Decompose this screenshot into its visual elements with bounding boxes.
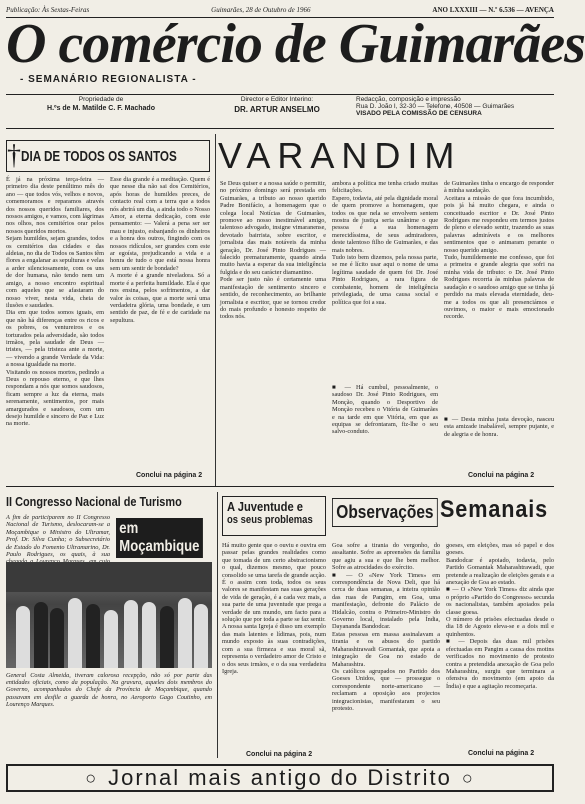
photo-caption: General Costa Almeida, tiveram calorosa recepção, não só por parte das entidades oficiais, como da população. Na gravura, aqueles dois membros do Governo, acompanhados do Chefe da Província de Moçambique, quando passavam em desfile a guarda de honra, no Aeroporto Gago Coutinho, em Lourenço Marques. (6, 672, 212, 708)
masthead-rule (6, 94, 554, 95)
headline-observacoes-line-1: Observações (332, 498, 438, 527)
news-photo (6, 562, 212, 668)
observacoes-column-1: Goa sofre a tirania do vergonho, do assaltante. Sofre as apreensões da família que agiu a sua e que lhe bem melhor. Sofre as atrocidades do exército. ■ — O «New York Times» em correspondência de Nova Deli, que há cerca de duas semanas, a inteira opinião das ruas de Pangim, em Goa, uma manifestação, defronte do Palácio de Hidalcão, contra o Primeiro-Ministro do Governo local, instalado pela Índia, Dayananda Bandodcar. Estas pessoas em massa assinalavam a tirania e os abusos do partido Maharashtrawadi Gomantak, que apoia a integração de Goa no estado de Maharashtra. Os católicos agrupados no Partido dos Goeses Unidos, que — prossegue o correspondente norte-americano — reclamam a oposição aos projectos integracionistas, manifestaram o seu protesto. (332, 542, 440, 712)
santos-continue: Conclui na página 2 (136, 472, 203, 479)
observacoes-column-2: goeses, em eleições, mas só papel e dos goeses. Bandodcar é apoiado, todavia, pelo Partido Gomantak Maharashtrawadi, que pretende a realização de eleições gerais e a anexação de Goa ao estado. ■ — O «New York Times» diz ainda que o próprio «Partido do Congresso» secunda os nacionalistas, também apoiados pela classe goesa. O número de prisões efectuadas desde o dia 18 de Agosto eleva-se e a dois mil e quinhentos. ■ — Depois das duas mil prisões efectuadas em Pangim a causa dos motins verificados no movimento de protesto contra a pretendida anexação de Goa pelo Maharashtra, surgiu que terminara a ofensiva do movimento (em apoio da Índia) e que a agitação recomeçaria. (446, 542, 554, 690)
varandim-subsection-2: ■ — Desta minha justa devoção, nasceu esta amizade inabalável, sempre pujante, e de alegria e de honra. (444, 416, 554, 438)
headline-congresso-line-1: II Congresso Nacional de Turismo (6, 494, 182, 509)
headline-juventude-line-1: A Juventude e (227, 499, 304, 514)
owner-name: H.ºs de M. Matilde C. F. Machado (47, 105, 155, 112)
publication-days: Publicação: Às Sextas-Feiras (6, 6, 90, 14)
censorship-note: VISADO PELA COMISSÃO DE CENSURA (356, 110, 482, 117)
varandim-subsection-1: ■ — Há cumbul, pessoalmente, o saudoso Dr. José Pinto Rodrigues, em Monção, quando o Desportivo de Monção recebeu o Vitória de Guimarães e na tarde em que Vitória, em que as equipas se defrontaram, fiz-lhe o seu salvo-conduto. (332, 384, 438, 436)
congresso-lede: A fim de participarem no II Congresso Nacional de Turismo, deslocaram-se a Moçambique o Ministro do Ultramar, Prof. Dr. Silva Cunha; o Subsecretário de Estado do Fomento Ultramarino, Dr. Paulo Rodrigues, os quais, à sua (6, 514, 110, 559)
issue-date: Guimarães, 28 de Outubro de 1966 (211, 6, 311, 14)
headline-varandim: VARANDIM (218, 135, 462, 176)
newspaper-title: O comércio de Guimarães (6, 13, 585, 75)
headline-santos-text: DIA DE TODOS OS SANTOS (21, 147, 177, 165)
headline-observacoes (332, 496, 554, 536)
section-rule (6, 486, 554, 487)
issue-number: ANO LXXXIII — N.º 6.536 — AVENÇA (432, 6, 554, 14)
info-rule (6, 128, 554, 129)
ornament-circle-icon: ○ (85, 767, 99, 788)
headline-congresso-line-2: em Moçambique (116, 518, 203, 558)
masthead (6, 13, 585, 90)
varandim-column-3: de Guimarães tinha o encargo de responder à minha saudação. Aceitara a missão de que fora incumbido, pois já há muito chegara, e ainda o conceituado escritor e Dr. José Pinto Rodrigues me respondeu em termos justos de pleno e elevado sentir, trazendo as suas palavras admiráveis e os melhores sentimentos que o animaram perante o nosso querido amigo. Tudo, humildemente me confesso, que foi a primeira e grande alegria que sofri na minha vida de tributo: o Dr. José Pinto Rodrigues recorria às minhas palavras de saudação e o saudoso amigo que se tinha já perdido na mais elevada eternidade, deu-me a todos os que ali presenciámos e ouvimos, o maior e mais emocionado recorde. (444, 180, 554, 321)
director-name: DR. ARTUR ANSELMO (234, 105, 320, 114)
newspaper-page (6, 4, 585, 796)
varandim-column-1: Se Deus quiser e a nossa saúde o permitir, no próximo domingo será prestada em Guimarães, a tributo ao nosso querido Padre Bonifácio, a homenagem que o colega local Notícias de Guimarães, promove ao nosso inestimável amigo, talentoso advogado, insigne vimaranense, devotado bairrista, sobre escritor, e jornalista das mais notáveis da minha geração, Dr. José Pinto Rodrigues — falecido prematuramente, quando ainda muito havia a esperar da sua inteligência fulgida e do seu carácter diamantino. Pode ser justo não é certamente uma manifestação de sentimento sincero e sentido, de reconhecimento, ao brilhante jornalista e escritor, que se tornou credor do mais profundo e honesto respeito de todos nós. (220, 180, 326, 321)
ornament-circle-icon: ○ (461, 767, 475, 788)
santos-column-2: Esse dia grande é a meditação. Quem é que nesse dia não sai dos Cemitérios, após horas de humildes preces, de contacto real com a terra que a todos nós abrirá um dia, a ainda todo o Nosso Amor, a eterna dedicação, com este pensamento: — Valerá a pena ser ser mau e injusto, esbanjando os dinheiros e a honra dos outros, fingindo com os nossos ridículos, ser grandes com este ar egoísta, prejudicando a vida e a honra de tudo o que está nossa honra sem um sentir de bondade? A morte é a grande niveladora. Só a morte é a perfeita humildade. Ela é que nos ensina, pelos sofrimentos, a dar valor às coisas, que a morte será uma verdadeira glória, uma bondade, e um sentido de paz, de fé e de caridade na sepultura. (110, 176, 210, 324)
headline-juventude-line-2: os seus problemas (227, 514, 313, 526)
varandim-column-2: ambora a política me tenha criado muitas felicitações. Espero, todavia, até pela dignidade moral de quem promove a homenagem, que todos os que nela se envolvem sentem mostra de justiça seria unânime o que pessoa é a sua homenagem merecidíssima, de seus admiradores, deste talentoso filho de Guimarães, e das mais nobres. Tudo isto bem dizemos, pela nossa parte, se me é lícito usar aqui o nome de uma legítima saudade de quem foi Dr. José Pinto Rodrigues, a rara figura de combatente, homem de inteligência privilegiada, de uma causa social e política que foi a sua. (332, 180, 438, 306)
footer-banner (6, 764, 554, 792)
column-divider (215, 134, 216, 486)
headline-observacoes-line-2: Semanais (440, 496, 549, 523)
juventude-body: Há muito gente que o ouviu e ouvira em passar pelas grandes realidades como que tomada de um certo abstracionismo o qual, dizemos mesmo, que pouco consolido se uma tarefa de grande acção. É o assim com toda, todos os seus valores se manifestam nas suas gerações de vida de geração, é a cada vez mais, a sua parte de uma juventude que prega a verdade de um mundo, um facto para a solução que por toda a parte se faz sentir. A nossa santa Igreja é disso um exemplo das mais latentes e lídimas, pois, num mundo exposto às suas contradições, com a sua firmeza e sua moral sã, representa o verdadeiro amor de Cristo e o dos seus irmãos, e o da sua verdadeira Igreja. (222, 542, 326, 675)
observacoes-continue: Conclui na página 2 (468, 750, 535, 757)
varandim-continue: Conclui na página 2 (468, 472, 535, 479)
director-label: Director e Editor Interino: (240, 96, 314, 103)
headline-santos (6, 140, 210, 172)
santos-column-1: É já na próxima terça-feira — primeiro dia deste penúltimo mês do ano — que todos vós, velhos e novos, comemoramos e reparamos através dos nossos queridos familiares, dos nossos amigos, e vamos, com lágrimas nos olhos, nos cemitérios orar pelos nossos queridos mortos. Sejam humildes, sejam grandes, todos os cemitérios das cidades e das aldeias, no dia de Todos os Santos têm flores a engalanar as sepulturas e velas a arder silenciosamente, com os uns de dor humana, não tendo nem um amigo, a nosso encontro espiritual com aqueles que se afastaram do nosso viver, nesta vida, cheia de ilusões e saudades. Dia em que todos somos iguais, em que não há diferenças entre os ricos e os pobres, os ventureiros e os torturados pela adversidade, são todos irmãos, pela saudade de Deus — tristes, — pela tristeza ante a morte, — vivendo a grande Verdade da Vida: a nossa igualdade na morte. Visitando os nossos mortos, pedindo a Deus o repouso eterno, e que lhes respondam a nós que somos saudosos, ficam sempre a luz da eterna, mais serenamente, sentimentos, por mais amargurados e saudosos, com um desejo humilde e sincero de Paz e Luz na morte. (6, 176, 104, 428)
office-line-2: Rua D. João I, 32-30 — Telefone, 40508 — Guimarães (356, 103, 515, 110)
info-bar (6, 96, 554, 126)
juventude-continue: Conclui na página 2 (246, 751, 313, 758)
column-divider-2 (217, 492, 218, 758)
newspaper-subtitle: - SEMANÁRIO REGIONALISTA - (20, 74, 197, 85)
office-line-1: Redacção, composição e impressão (356, 96, 461, 103)
cross-icon: † (7, 140, 21, 171)
footer-slogan: Jornal mais antigo do Distrito (108, 765, 452, 790)
headline-juventude (222, 496, 326, 536)
owner-label: Propriedade de (78, 96, 124, 103)
